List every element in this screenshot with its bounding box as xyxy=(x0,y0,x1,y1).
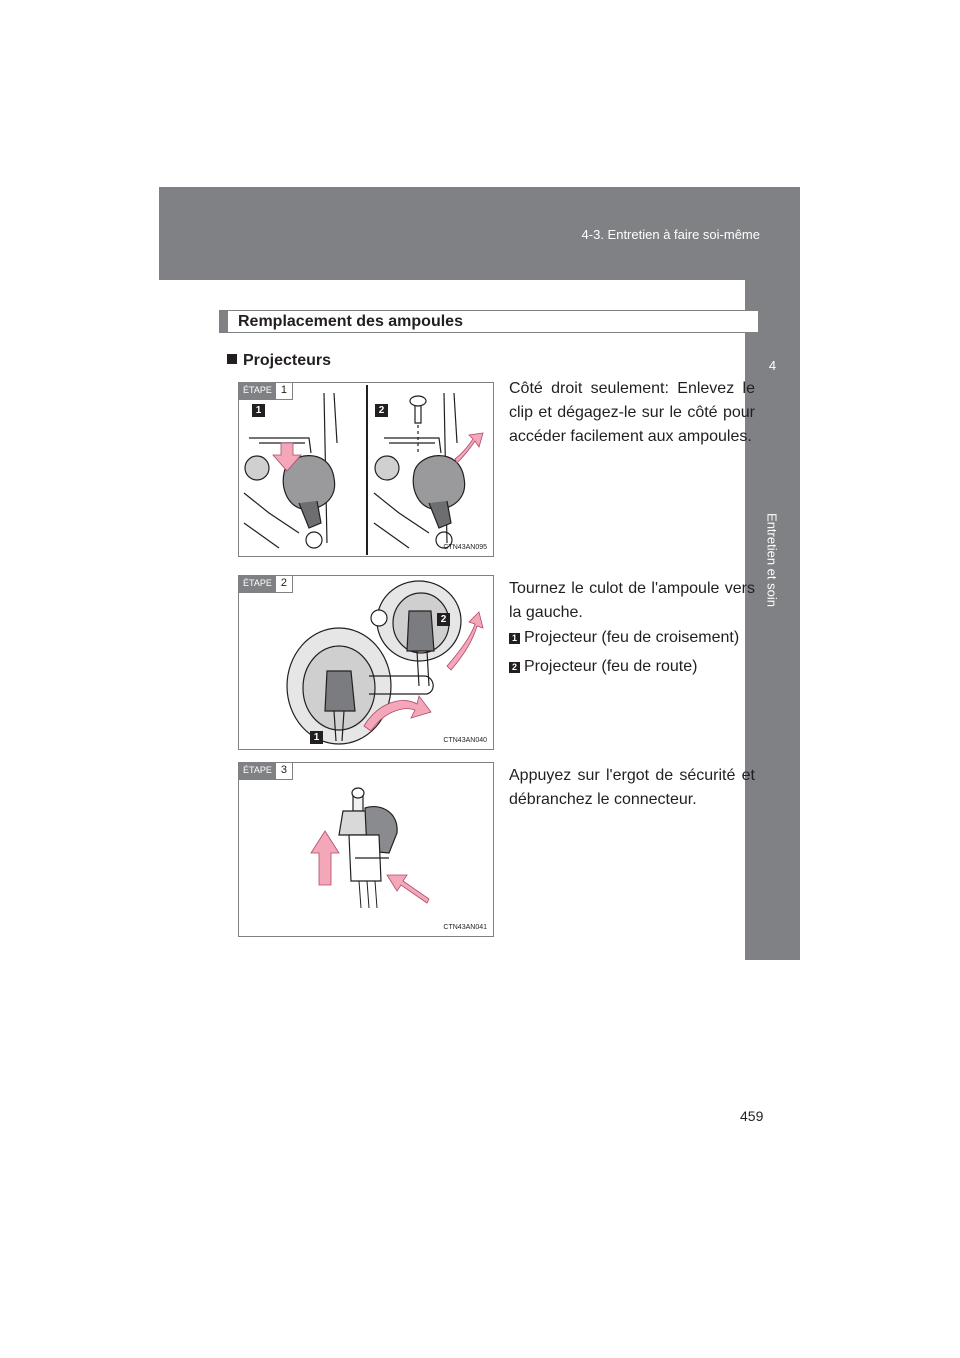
section-title: Remplacement des ampoules xyxy=(238,313,463,330)
step3-tag-label: ÉTAPE xyxy=(239,763,276,779)
step2-figure xyxy=(238,575,494,750)
legend-text-2: Projecteur (feu de route) xyxy=(524,658,698,675)
side-chapter-number: 4 xyxy=(768,358,777,373)
step3-illustration xyxy=(239,763,494,937)
step1-callout-2: 2 xyxy=(375,404,388,417)
step1-tag xyxy=(239,383,293,400)
page-number: 459 xyxy=(740,1108,764,1124)
step1-tag-label: ÉTAPE xyxy=(239,383,276,399)
subsection-title xyxy=(227,352,331,370)
chapter-section-title: 4-3. Entretien à faire soi-même xyxy=(581,227,760,242)
step3-tag xyxy=(239,763,293,780)
square-bullet-icon xyxy=(227,354,237,364)
step2-tag xyxy=(239,576,293,593)
step3-tag-number: 3 xyxy=(280,764,287,776)
step2-illustration xyxy=(239,576,494,750)
legend-item-1 xyxy=(509,628,739,648)
header-bar xyxy=(159,187,800,280)
side-chapter-label-wrap xyxy=(759,460,785,660)
step3-text: Appuyez sur l'ergot de sécurité et débranchez le connecteur. xyxy=(509,767,755,808)
step1-callout-1: 1 xyxy=(252,404,265,417)
subsection-title-text: Projecteurs xyxy=(243,352,332,369)
step1-figure-code: CTN43AN095 xyxy=(443,544,487,551)
step1-figure xyxy=(238,382,494,557)
step2-figure-code: CTN43AN040 xyxy=(443,737,487,744)
legend-item-2 xyxy=(509,657,697,677)
section-title-box xyxy=(219,310,759,333)
legend-badge-1: 1 xyxy=(509,633,520,644)
side-chapter-label: Entretien et soin xyxy=(764,513,780,607)
step2-callout-2: 2 xyxy=(437,613,450,626)
legend-text-1: Projecteur (feu de croisement) xyxy=(524,629,740,646)
step2-tag-label: ÉTAPE xyxy=(239,576,276,592)
step1-illustration xyxy=(239,383,494,557)
legend-badge-2: 2 xyxy=(509,662,520,673)
step1-text: Côté droit seulement: Enlevez le clip et dégagez-le sur le côté pour accéder facilement aux ampoules. xyxy=(509,380,755,445)
step1-tag-number: 1 xyxy=(280,384,287,396)
step2-callout-1: 1 xyxy=(310,731,323,744)
step3-figure xyxy=(238,762,494,937)
step2-tag-number: 2 xyxy=(280,577,287,589)
step2-text: Tournez le culot de l'ampoule vers la gauche. xyxy=(509,580,755,621)
section-title-marker xyxy=(220,311,228,332)
step3-figure-code: CTN43AN041 xyxy=(443,924,487,931)
